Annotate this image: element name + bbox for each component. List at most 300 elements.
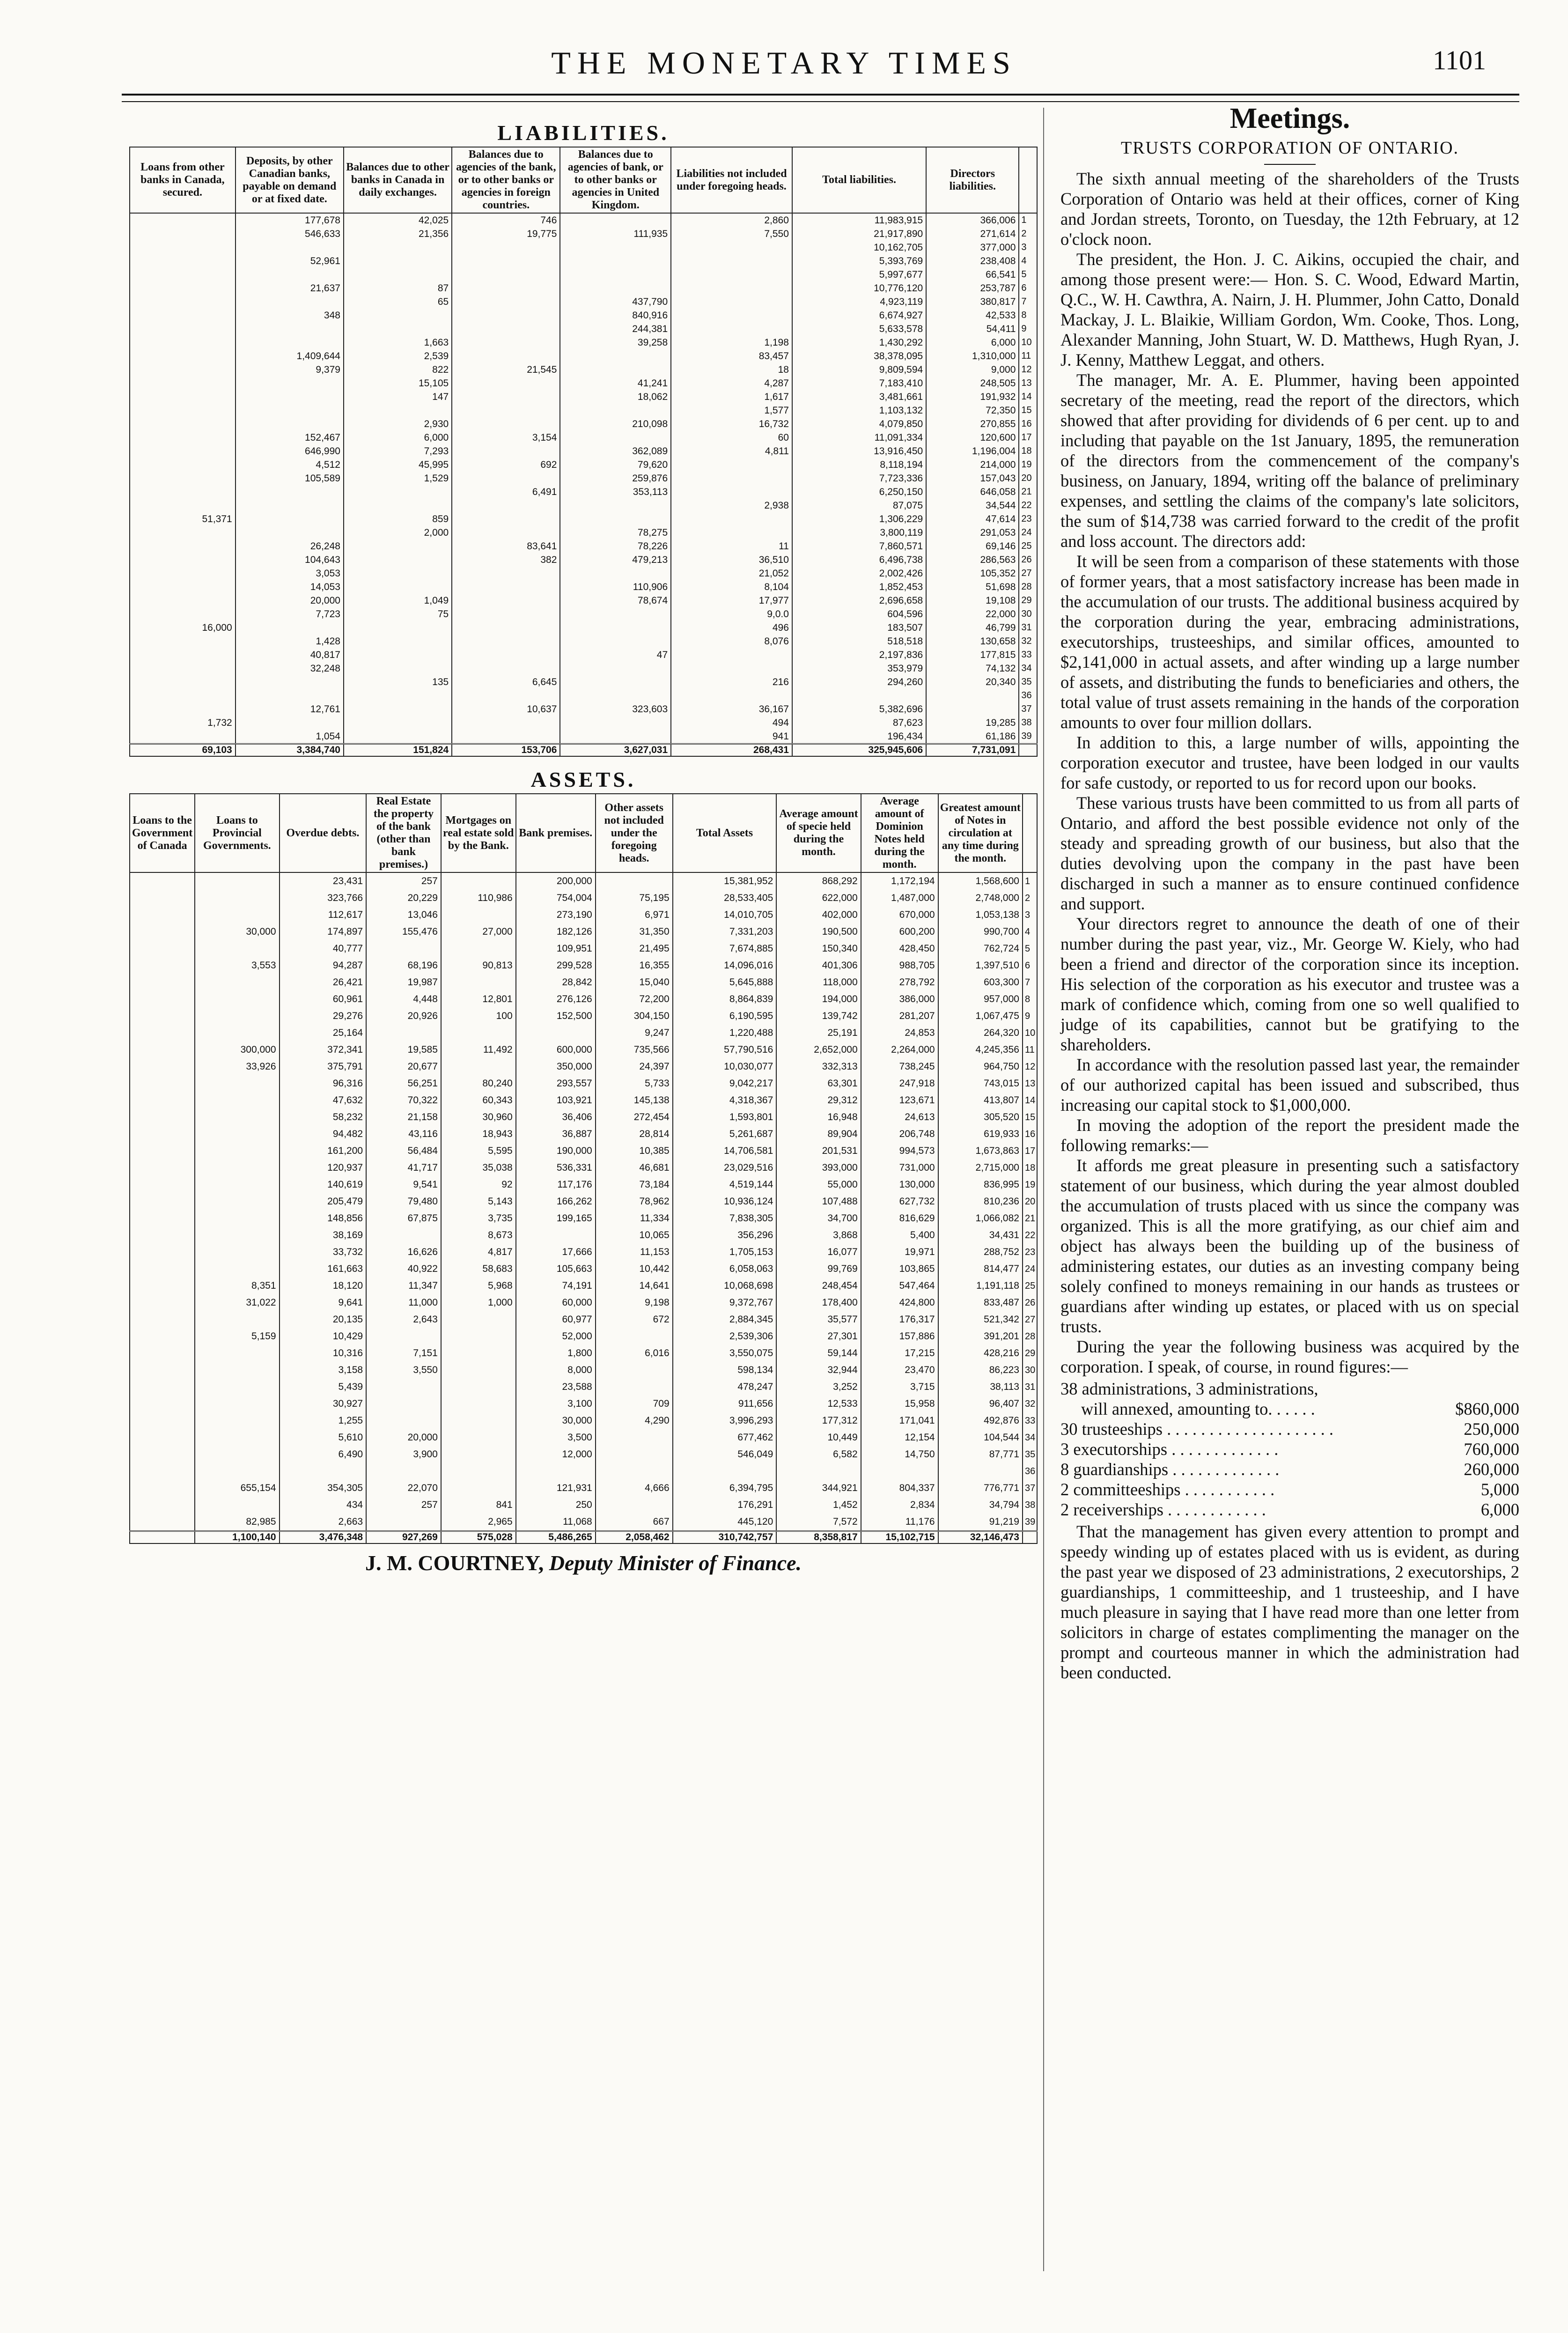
table-cell: 135	[344, 675, 452, 689]
paragraph: It affords me great pleasure in presenting such a satisfactory statement of our business, which during the year almost doubled the accumulation of trusts placed with us since the company was organized. This is all the more gratifying, as our chief aim and object has always been the building up of the business of administering estates, our duties as an investing company being solely confined to moneys remaining in our hands as trustees or guardians after winding up estates, or placed with us on special trusts.	[1060, 1156, 1519, 1336]
row-number: 37	[1023, 1480, 1037, 1497]
table-cell: 5,610	[280, 1429, 367, 1446]
row-number: 6	[1023, 957, 1037, 974]
table-cell	[441, 1412, 516, 1429]
table-cell: 4,448	[366, 991, 441, 1008]
table-cell	[130, 499, 236, 512]
table-cell: 4,666	[596, 1480, 673, 1497]
row-number: 19	[1019, 458, 1037, 472]
table-cell	[195, 1210, 279, 1227]
table-cell: 9,641	[280, 1294, 367, 1311]
row-number: 13	[1019, 377, 1037, 390]
table-cell: 216	[671, 675, 792, 689]
table-cell	[195, 1126, 279, 1143]
table-cell: 20,340	[926, 675, 1019, 689]
row-number: 25	[1023, 1277, 1037, 1294]
table-cell	[452, 662, 560, 675]
liabilities-table	[129, 147, 1038, 757]
row-number: 9	[1023, 1008, 1037, 1025]
table-cell: 210,098	[560, 417, 671, 431]
table-cell: 492,876	[938, 1412, 1023, 1429]
table-cell	[130, 268, 236, 281]
table-cell: 6,490	[280, 1446, 367, 1463]
table-cell: 152,500	[516, 1008, 596, 1025]
table-cell: 11,176	[861, 1513, 938, 1531]
table-cell	[195, 940, 279, 957]
table-cell	[130, 1429, 195, 1446]
table-cell: 1,800	[516, 1345, 596, 1362]
table-cell	[195, 1497, 279, 1513]
table-cell: 152,467	[236, 431, 344, 444]
table-cell	[195, 1345, 279, 1362]
table-row	[130, 1294, 1037, 1311]
table-cell	[452, 594, 560, 607]
table-cell	[195, 907, 279, 923]
list-label: 2 receiverships . . . . . . . . . . . .	[1060, 1500, 1266, 1519]
table-cell: 47,632	[280, 1092, 367, 1109]
table-cell: 83,457	[671, 349, 792, 363]
table-cell	[195, 1143, 279, 1159]
table-cell: 391,201	[938, 1328, 1023, 1345]
table-cell: 6,190,595	[673, 1008, 777, 1025]
table-cell: 10,030,077	[673, 1058, 777, 1075]
table-cell: 1,067,475	[938, 1008, 1023, 1025]
table-cell: 3,550	[366, 1362, 441, 1379]
row-number: 26	[1023, 1294, 1037, 1311]
row-number: 2	[1019, 227, 1037, 241]
table-cell	[130, 349, 236, 363]
table-cell: 10,637	[452, 702, 560, 716]
total-cell: 7,731,091	[926, 744, 1019, 757]
table-cell	[130, 923, 195, 940]
table-cell	[130, 254, 236, 268]
table-cell	[452, 390, 560, 404]
total-cell: 1,100,140	[195, 1531, 279, 1544]
table-cell: 4,079,850	[792, 417, 926, 431]
table-row	[130, 539, 1037, 553]
list-label: 30 trusteeships . . . . . . . . . . . . . . . . . . . .	[1060, 1419, 1333, 1439]
table-cell	[344, 648, 452, 662]
table-cell	[452, 580, 560, 594]
table-row	[130, 594, 1037, 607]
table-cell: 291,053	[926, 526, 1019, 539]
table-row	[130, 1463, 1037, 1480]
table-cell: 39,258	[560, 336, 671, 349]
table-cell	[130, 730, 236, 744]
table-cell: 25,191	[776, 1025, 861, 1041]
table-cell: 75	[344, 607, 452, 621]
table-row	[130, 1379, 1037, 1395]
table-cell	[671, 485, 792, 499]
list-value: 6,000	[1480, 1500, 1519, 1519]
table-cell: 112,617	[280, 907, 367, 923]
table-cell	[195, 1025, 279, 1041]
table-cell: 5,439	[280, 1379, 367, 1395]
table-cell	[130, 974, 195, 991]
table-cell	[130, 907, 195, 923]
table-cell: 60	[671, 431, 792, 444]
row-number: 36	[1023, 1463, 1037, 1480]
table-cell: 110,906	[560, 580, 671, 594]
table-cell	[344, 268, 452, 281]
table-cell	[452, 499, 560, 512]
row-number: 6	[1019, 281, 1037, 295]
table-cell	[441, 1311, 516, 1328]
table-cell	[441, 1362, 516, 1379]
table-cell: 627,732	[861, 1193, 938, 1210]
table-cell: 105,589	[236, 472, 344, 485]
table-row	[130, 281, 1037, 295]
table-row	[130, 1193, 1037, 1210]
table-cell	[560, 499, 671, 512]
table-cell: 9,198	[596, 1294, 673, 1311]
row-number: 30	[1019, 607, 1037, 621]
table-cell: 20,229	[366, 890, 441, 907]
table-row	[130, 1480, 1037, 1497]
table-cell: 424,800	[861, 1294, 938, 1311]
table-cell: 353,979	[792, 662, 926, 675]
list-item	[1060, 1499, 1519, 1520]
table-row	[130, 1041, 1037, 1058]
table-cell: 34,794	[938, 1497, 1023, 1513]
table-cell: 622,000	[776, 890, 861, 907]
row-number: 2	[1023, 890, 1037, 907]
table-cell	[195, 1446, 279, 1463]
table-cell	[596, 1429, 673, 1446]
table-cell: 130,658	[926, 635, 1019, 648]
assets-title: ASSETS.	[530, 768, 636, 791]
table-cell	[195, 1429, 279, 1446]
table-cell: 59,144	[776, 1345, 861, 1362]
table-cell	[236, 526, 344, 539]
table-cell: 323,766	[280, 890, 367, 907]
table-cell: 60,343	[441, 1092, 516, 1109]
table-cell	[130, 1008, 195, 1025]
table-cell: 4,817	[441, 1244, 516, 1261]
row-number: 22	[1023, 1227, 1037, 1244]
table-cell: 988,705	[861, 957, 938, 974]
totals-row	[130, 744, 1037, 757]
table-cell: 103,865	[861, 1261, 938, 1277]
table-cell: 176,291	[673, 1497, 777, 1513]
paragraph: That the management has given every attention to prompt and speedy winding up of estates placed with us is evident, as during the past year we disposed of 23 administrations, 2 executorships, 2 guardianships, 1 committeeship, and 1 trusteeship, and I have much pleasure in saying that I have read more than one letter from solicitors in charge of estates complimenting the manager on the prompt and courteous manner in which the administration had been conducted.	[1060, 1522, 1519, 1682]
row-number: 23	[1019, 512, 1037, 526]
table-cell	[596, 1362, 673, 1379]
table-cell: 7,674,885	[673, 940, 777, 957]
total-cell	[130, 1531, 195, 1544]
table-cell: 19,987	[366, 974, 441, 991]
table-cell	[344, 730, 452, 744]
table-cell: 38,169	[280, 1227, 367, 1244]
table-cell	[441, 974, 516, 991]
row-number: 12	[1019, 363, 1037, 377]
table-cell	[236, 675, 344, 689]
table-cell: 840,916	[560, 309, 671, 322]
column-header: Other assets not included under the foregoing heads.	[596, 794, 673, 872]
table-cell: 214,000	[926, 458, 1019, 472]
table-cell	[130, 213, 236, 227]
table-row	[130, 1109, 1037, 1126]
row-number: 24	[1023, 1261, 1037, 1277]
table-cell	[366, 1463, 441, 1480]
table-row	[130, 702, 1037, 716]
table-cell	[441, 1025, 516, 1041]
table-cell: 6,016	[596, 1345, 673, 1362]
table-cell	[236, 621, 344, 635]
business-list	[1060, 1379, 1519, 1520]
table-cell: 16,948	[776, 1109, 861, 1126]
table-cell: 1,053,138	[938, 907, 1023, 923]
table-cell: 75,195	[596, 890, 673, 907]
table-cell: 244,381	[560, 322, 671, 336]
table-cell: 40,777	[280, 940, 367, 957]
table-cell	[195, 1227, 279, 1244]
table-row	[130, 254, 1037, 268]
table-cell: 190,000	[516, 1143, 596, 1159]
list-label: 3 executorships . . . . . . . . . . . . .	[1060, 1440, 1279, 1459]
assets-table	[129, 793, 1038, 1544]
list-item	[1060, 1419, 1519, 1439]
table-cell: 47,614	[926, 512, 1019, 526]
table-cell: 3,735	[441, 1210, 516, 1227]
table-cell: 31,350	[596, 923, 673, 940]
table-cell: 6,491	[452, 485, 560, 499]
table-cell: 56,251	[366, 1075, 441, 1092]
table-cell: 40,817	[236, 648, 344, 662]
table-cell: 199,165	[516, 1210, 596, 1227]
table-cell	[195, 1412, 279, 1429]
table-cell: 40,922	[366, 1261, 441, 1277]
table-cell	[452, 404, 560, 417]
row-number: 33	[1019, 648, 1037, 662]
total-cell: 575,028	[441, 1531, 516, 1544]
table-cell	[366, 1227, 441, 1244]
table-cell	[560, 689, 671, 702]
table-row	[130, 1244, 1037, 1261]
table-cell: 377,000	[926, 241, 1019, 254]
table-cell: 60,977	[516, 1311, 596, 1328]
table-row	[130, 1412, 1037, 1429]
table-cell: 1,428	[236, 635, 344, 648]
table-cell: 709	[596, 1395, 673, 1412]
table-cell: 4,923,119	[792, 295, 926, 309]
table-cell: 8,000	[516, 1362, 596, 1379]
table-cell	[560, 363, 671, 377]
table-cell: 60,961	[280, 991, 367, 1008]
row-number: 15	[1023, 1109, 1037, 1126]
paragraph: The president, the Hon. J. C. Aikins, occupied the chair, and among those present were:— Hon. S. C. Wood, Edward Martin, Q.C., W. H. Cawthra, A. Nairn, J. H. Plummer, John Catto, Donald Mackay, J. L. Blaikie, William Gordon, Wm. Cooke, Thos. Long, Alexander Manning, John Stuart, W. D. Matthews, Hugh Ryan, J. J. Kenny, Matthew Leggat, and others.	[1060, 250, 1519, 369]
table-cell: 104,544	[938, 1429, 1023, 1446]
table-cell: 1,529	[344, 472, 452, 485]
table-cell: 1,663	[344, 336, 452, 349]
table-cell: 1,593,801	[673, 1109, 777, 1126]
table-cell: 603,300	[938, 974, 1023, 991]
row-number: 7	[1019, 295, 1037, 309]
table-cell: 35,577	[776, 1311, 861, 1328]
table-cell: 8,118,194	[792, 458, 926, 472]
table-cell: 5,595	[441, 1143, 516, 1159]
table-cell: 4,519,144	[673, 1176, 777, 1193]
table-cell: 2,539,306	[673, 1328, 777, 1345]
table-cell: 87,771	[938, 1446, 1023, 1463]
column-header: Balances due to agencies of bank, or to other banks or agencies in United Kingdom.	[560, 147, 671, 213]
table-cell	[130, 1463, 195, 1480]
column-header: Total Assets	[673, 794, 777, 872]
table-cell	[671, 268, 792, 281]
title-rule	[1264, 164, 1316, 165]
paragraph: These various trusts have been committed to us from all parts of Ontario, and afford the best possible evidence not only of the steady and spreading growth of our business, but also that the duties devolving upon the company in the past have been discharged in such a manner as to ensure continued confidence and support.	[1060, 793, 1519, 913]
table-cell	[195, 1261, 279, 1277]
table-cell: 161,663	[280, 1261, 367, 1277]
table-cell: 94,482	[280, 1126, 367, 1143]
table-cell: 65	[344, 295, 452, 309]
table-cell: 1,172,194	[861, 872, 938, 890]
table-cell	[560, 241, 671, 254]
table-cell: 382	[452, 553, 560, 567]
table-cell: 9,0.0	[671, 607, 792, 621]
table-cell: 286,563	[926, 553, 1019, 567]
table-cell: 20,677	[366, 1058, 441, 1075]
total-cell: 69,103	[130, 744, 236, 757]
table-cell: 174,897	[280, 923, 367, 940]
table-cell	[671, 309, 792, 322]
table-cell: 248,505	[926, 377, 1019, 390]
table-cell	[452, 526, 560, 539]
list-item	[1060, 1399, 1519, 1419]
table-cell: 743,015	[938, 1075, 1023, 1092]
table-cell: 29,276	[280, 1008, 367, 1025]
row-number: 36	[1019, 689, 1037, 702]
table-cell	[366, 1412, 441, 1429]
table-cell	[671, 526, 792, 539]
table-row	[130, 1429, 1037, 1446]
table-row	[130, 553, 1037, 567]
table-cell: 4,290	[596, 1412, 673, 1429]
table-cell: 8,351	[195, 1277, 279, 1294]
table-cell	[452, 635, 560, 648]
row-number: 27	[1023, 1311, 1037, 1328]
table-cell: 859	[344, 512, 452, 526]
table-cell	[195, 1092, 279, 1109]
table-cell	[452, 648, 560, 662]
table-cell: 78,674	[560, 594, 671, 607]
table-cell: 2,264,000	[861, 1041, 938, 1058]
table-cell: 238,408	[926, 254, 1019, 268]
table-cell	[130, 1159, 195, 1176]
row-number: 39	[1023, 1513, 1037, 1531]
table-cell: 2,834	[861, 1497, 938, 1513]
table-cell	[236, 268, 344, 281]
table-cell	[236, 241, 344, 254]
table-row	[130, 309, 1037, 322]
row-number: 37	[1019, 702, 1037, 716]
table-cell: 72,350	[926, 404, 1019, 417]
table-cell: 201,531	[776, 1143, 861, 1159]
table-cell: 816,629	[861, 1210, 938, 1227]
table-cell: 3,715	[861, 1379, 938, 1395]
table-cell: 176,317	[861, 1311, 938, 1328]
table-cell	[130, 417, 236, 431]
table-row	[130, 923, 1037, 940]
table-cell	[671, 281, 792, 295]
table-cell: 47	[560, 648, 671, 662]
table-cell	[130, 957, 195, 974]
table-cell	[792, 689, 926, 702]
table-cell: 145,138	[596, 1092, 673, 1109]
table-cell: 118,000	[776, 974, 861, 991]
table-cell: 92	[441, 1176, 516, 1193]
table-cell	[560, 281, 671, 295]
row-number: 10	[1023, 1025, 1037, 1041]
paragraph: In addition to this, a large number of wills, appointing the corporation executor and trustee, have been lodged in our vaults for safe custody, or reported to us for record upon our books.	[1060, 733, 1519, 792]
table-cell	[560, 621, 671, 635]
table-cell	[516, 1463, 596, 1480]
table-cell: 99,769	[776, 1261, 861, 1277]
table-cell: 55,000	[776, 1176, 861, 1193]
table-cell	[130, 458, 236, 472]
table-cell: 63,301	[776, 1075, 861, 1092]
table-cell: 2,000	[344, 526, 452, 539]
table-cell: 6,645	[452, 675, 560, 689]
row-number: 18	[1023, 1159, 1037, 1176]
table-cell: 166,262	[516, 1193, 596, 1210]
table-row	[130, 1176, 1037, 1193]
table-cell: 83,641	[452, 539, 560, 553]
column-header: Deposits, by other Canadian banks, payable on demand or at fixed date.	[236, 147, 344, 213]
table-cell: 61,186	[926, 730, 1019, 744]
table-cell: 299,528	[516, 957, 596, 974]
table-cell: 11,000	[366, 1294, 441, 1311]
table-cell: 600,200	[861, 923, 938, 940]
table-cell: 111,935	[560, 227, 671, 241]
table-cell	[671, 648, 792, 662]
table-row	[130, 716, 1037, 730]
table-row	[130, 607, 1037, 621]
table-cell: 33,926	[195, 1058, 279, 1075]
list-label: 8 guardianships . . . . . . . . . . . . .	[1060, 1460, 1280, 1479]
row-number: 22	[1019, 499, 1037, 512]
table-row	[130, 1075, 1037, 1092]
table-cell: 5,393,769	[792, 254, 926, 268]
table-cell: 1,617	[671, 390, 792, 404]
table-cell	[195, 991, 279, 1008]
table-cell: 692	[452, 458, 560, 472]
table-row	[130, 1261, 1037, 1277]
table-cell	[441, 1345, 516, 1362]
table-cell: 22,000	[926, 607, 1019, 621]
table-cell: 735,566	[596, 1041, 673, 1058]
table-cell: 2,965	[441, 1513, 516, 1531]
list-label: will annexed, amounting to. . . . . .	[1081, 1399, 1315, 1418]
table-cell: 23,470	[861, 1362, 938, 1379]
paragraph: In accordance with the resolution passed last year, the remainder of our authorized capital has been issued and subscribed, thus increasing our capital stock to $1,000,000.	[1060, 1055, 1519, 1115]
table-cell	[236, 512, 344, 526]
table-cell: 140,619	[280, 1176, 367, 1193]
table-cell: 100	[441, 1008, 516, 1025]
table-row	[130, 444, 1037, 458]
column-header	[1023, 794, 1037, 872]
table-row	[130, 1058, 1037, 1075]
table-cell: 18,943	[441, 1126, 516, 1143]
table-row	[130, 390, 1037, 404]
table-cell: 2,860	[671, 213, 792, 227]
table-cell: 4,287	[671, 377, 792, 390]
table-cell: 157,043	[926, 472, 1019, 485]
table-cell: 6,394,795	[673, 1480, 777, 1497]
table-cell	[452, 322, 560, 336]
row-number: 26	[1019, 553, 1037, 567]
table-cell: 120,600	[926, 431, 1019, 444]
